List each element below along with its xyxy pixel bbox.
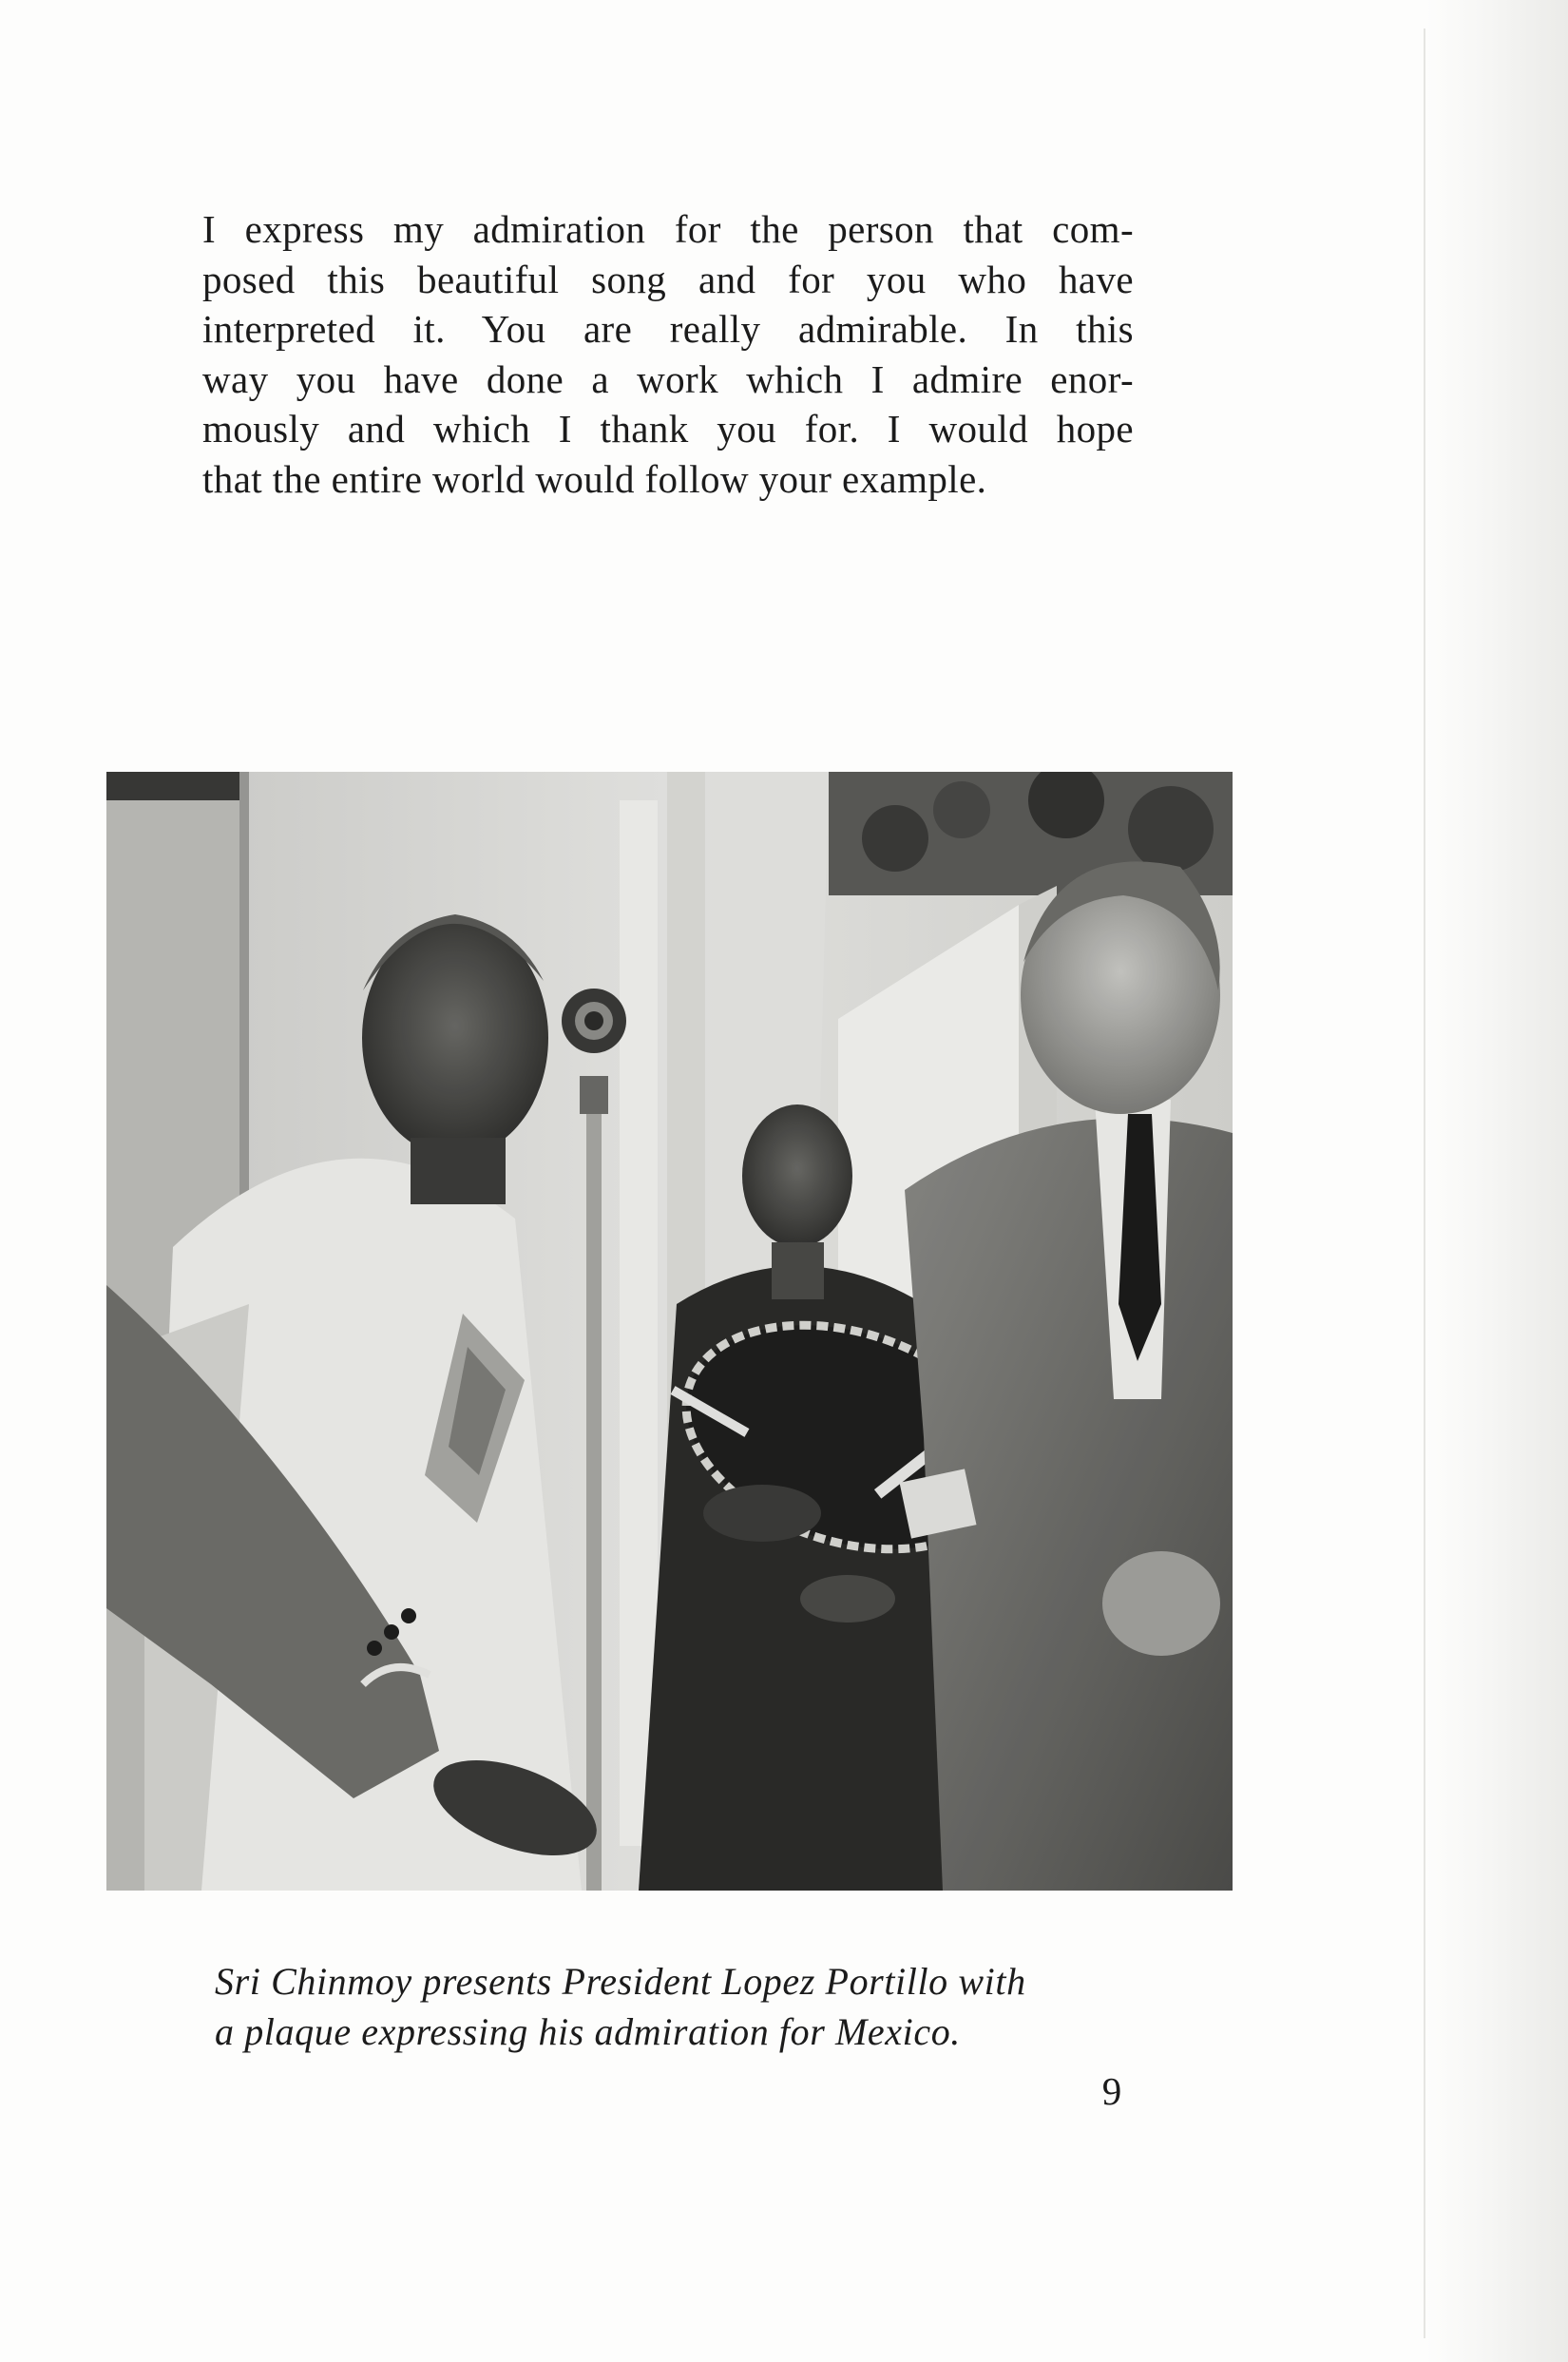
photograph [106, 772, 1233, 1891]
page-number: 9 [1101, 2069, 1122, 2113]
photo-caption [215, 1956, 1146, 2057]
body-paragraph [202, 204, 1134, 504]
body-line: interpreted it. You are really admirable. In this [202, 307, 1134, 351]
body-line: posed this beautiful song and for you who have [202, 257, 1134, 301]
photo-illustration [106, 772, 1233, 1891]
body-line: that the entire world would follow your example. [202, 456, 987, 501]
scan-edge-line [1424, 29, 1425, 2338]
body-line: I express my admiration for the person that com- [202, 207, 1134, 251]
body-line: mously and which I thank you for. I would hope [202, 407, 1134, 451]
caption-line: Sri Chinmoy presents President Lopez Portillo with [215, 1960, 1026, 2003]
body-line: way you have done a work which I admire enor- [202, 356, 1134, 401]
caption-line: a plaque expressing his admiration for Mexico. [215, 2010, 961, 2053]
scan-edge-shade [1425, 0, 1568, 2362]
